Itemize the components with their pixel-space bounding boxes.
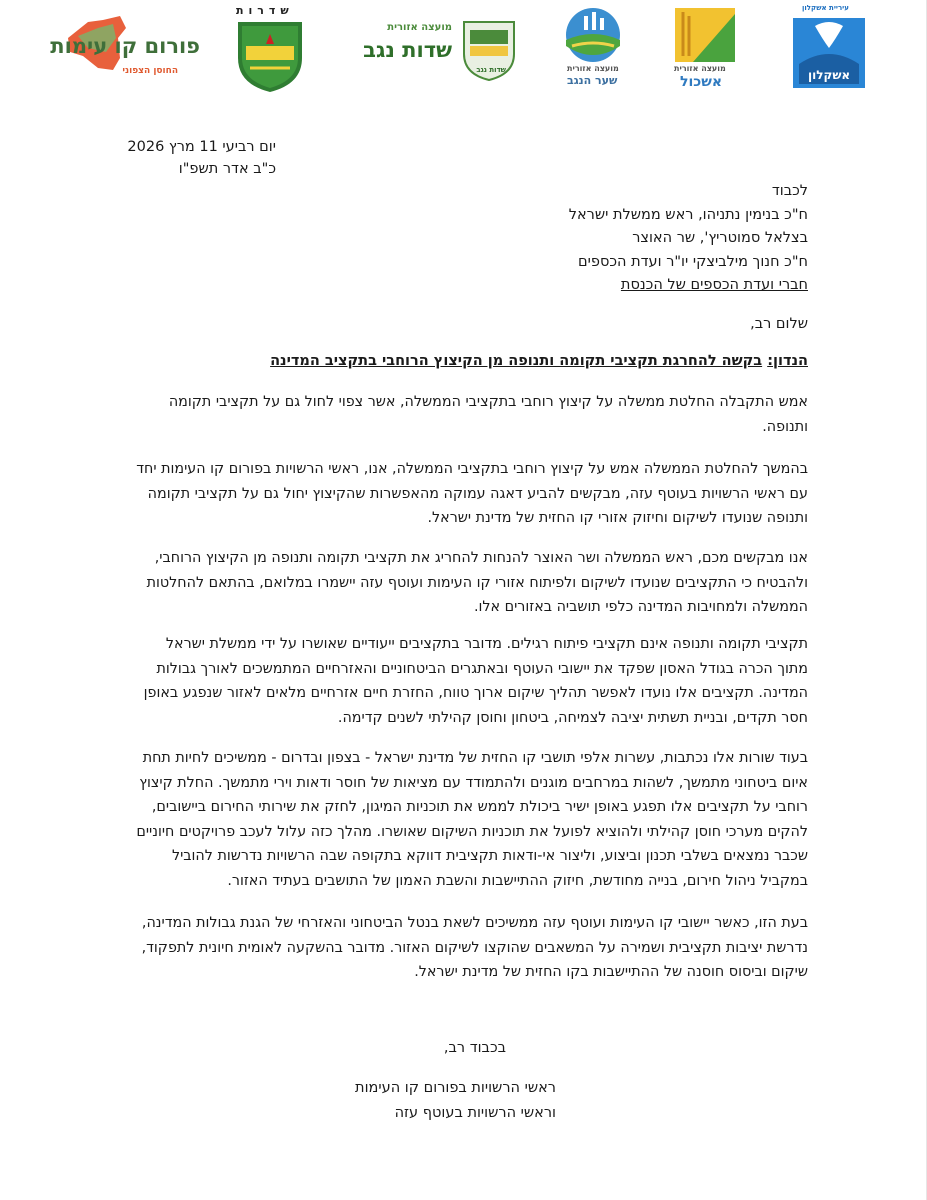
- paragraph-1: [108, 390, 808, 439]
- date-hebrew: כ"ב אדר תשפ"ו: [178, 161, 276, 177]
- paragraph-line: שיקום וביסוס חוסנה של ההתיישבות בקו החזית של מדינת ישראל.: [414, 964, 808, 980]
- paragraph-line: עם ראשי הרשויות בעוטף עזה, מבקשים להביע דאגה עמוקה מהאפשרות שהקיצוץ יחול גם על תקציבי תקומה: [147, 485, 808, 502]
- addressee-4: חברי ועדת הכספים של הכנסת: [620, 277, 808, 293]
- paragraph-line: חסר תקדים, ובניית תשתית יציבה לצמיחה, ביטחון וחוסן קהילתי לשנים קדימה.: [337, 709, 808, 726]
- ashkelon-name: אשקלון: [808, 68, 851, 82]
- addressee-to: לכבוד: [771, 183, 808, 199]
- sdot-negev-inner: שדות נגב: [476, 66, 506, 74]
- signature-line-1: ראשי הרשויות בפורום קו העימות: [355, 1080, 556, 1096]
- forum-kav-imut-logo: [50, 8, 208, 88]
- paragraph-line: המדינה. תקציבים אלו נועדו לאפשר תהליך שיקום ארוך טווח, החזרת חיים אזרחיים מלאים לאזור שנפגע באופן: [143, 685, 808, 701]
- paragraph-line: להקים מערכי חוסן קהילתי ולהוציא לפועל את תוכניות השיקום שאושרו. מהלך כזה עלול לעכב פרויקטים חיוניים: [136, 823, 808, 840]
- sderot-shield-icon: [232, 18, 308, 94]
- logo-row: [0, 0, 927, 100]
- paragraph-line: מתוך הכרה בגודל האסון שפקד את יישובי העוטף ובאתגרים הביטחוניים והאזרחיים המתמשכים לאורך גבולות: [156, 660, 808, 677]
- paragraph-line: נדרשת יציבות תקציבית ושמירה על המשאבים שהוקצו לשיקום האזור. מדובר בהשקעה לאומית חיונית לתפקוד,: [141, 939, 808, 956]
- eshkol-name: אשכול: [680, 74, 723, 90]
- subject-text: בקשה להחרגת תקציבי תקומה ותנופה מן הקיצוץ הרוחבי בתקציב המדינה: [270, 353, 763, 369]
- paragraph-line: בעוד שורות אלו נכתבות, עשרות אלפי תושבי קו החזית של מדינת ישראל - בצפון ובדרום - ממשיכים לחיות תחת: [142, 750, 808, 766]
- paragraph-line: הממשלה ולמחויבות המדינה כלפי תושביה באזורים אלו.: [473, 599, 808, 615]
- sdot-negev-top: מועצה אזורית: [387, 22, 452, 33]
- addressee-1: ח"כ בנימין נתניהו, ראש ממשלת ישראל: [568, 206, 808, 223]
- paragraph-line: רוחבי על תקציבים אלו תפגע באופן ישיר ביכולת לממש את תוכניות המיגון, לחזק את שירותי החירום ביישובים,: [151, 799, 808, 815]
- eshkol-emblem-icon: [673, 6, 737, 64]
- paragraph-line: אמש התקבלה החלטת ממשלה על קיצוץ רוחבי בתקציבי הממשלה, אשר צפוי לחול גם על תקציבי תקומה: [168, 394, 808, 410]
- paragraph-2: [108, 457, 808, 531]
- addressee-3: ח"כ חנוך מילביצקי יו"ר ועדת הכספים: [578, 253, 808, 270]
- paragraph-line: בהמשך להחלטת הממשלה אמש על קיצוץ רוחבי בתקציבי הממשלה, אנו, ראשי הרשויות בפורום קו העימות יחד: [136, 461, 808, 477]
- subject-line: [0, 353, 808, 369]
- shaar-hanegev-emblem-icon: [562, 6, 624, 64]
- ashkelon-logo: [788, 4, 870, 94]
- paragraph-3: [108, 546, 808, 620]
- forum-logo-sub: החוסן הצפוני: [122, 66, 178, 76]
- paragraph-line: ותנופה.: [762, 418, 808, 435]
- addressees: [569, 180, 808, 298]
- paragraph-line: אנו מבקשים מכם, ראש הממשלה ושר האוצר להנחות להחריג את תקציבי תקומה ותנופה מן הקיצוץ הרוחבי,: [154, 550, 808, 566]
- closing: בכבוד רב,: [443, 1040, 506, 1056]
- shaar-hanegev-name: שער הנגב: [567, 74, 618, 87]
- paragraph-5: [108, 746, 808, 893]
- sdot-negev-logo: [345, 18, 520, 88]
- paragraph-line: ולהבטיח כי התקציבים שנועדו לשיקום ולפיתוח אזורי קו העימות ועוטף עזה יישמרו במלואם, בהתאם להחלטות: [146, 574, 808, 591]
- paragraph-line: במקביל ניהול חירום, בנייה מחודשת, חיזוק ההתיישבות והשבת האמון של התושבים בעתיד האזור.: [227, 872, 808, 889]
- sdot-negev-name: שדות נגב: [363, 38, 452, 62]
- paragraph-line: תקציבי תקומה ותנופה אינם תקציבי פיתוח רגילים. מדובר בתקציבים ייעודיים שאושרו על ידי ממשלת ישראל: [165, 636, 808, 652]
- ashkelon-top: עיריית אשקלון: [802, 4, 849, 12]
- subject-label: הנדון:: [767, 353, 808, 369]
- eshkol-logo: [668, 6, 742, 92]
- paragraph-6: [108, 911, 808, 985]
- signature-line-2: וראשי הרשויות בעוטף עזה: [394, 1105, 556, 1121]
- shaar-hanegev-top: מועצה אזורית: [567, 64, 619, 73]
- sderot-logo-name: שדרות: [236, 4, 294, 17]
- eshkol-top: מועצה אזורית: [674, 64, 726, 73]
- addressee-2: בצלאל סמוטריץ', שר האוצר: [632, 230, 808, 246]
- paragraph-line: איום ביטחוני מתמשך, לשהות במרחבים מוגנים ולהתמודד עם מציאות של חוסר ודאות וירי מתמשך. החלת קיצוץ: [139, 774, 808, 791]
- letter-dates: [127, 136, 276, 180]
- paragraph-line: ותנופה שנועדו לשיקום וחיזוק אזורי קו החזית של מדינת ישראל.: [427, 510, 808, 526]
- paragraph-line: שכבר נמצאים בשלבי תכנון וביצוע, וליצור אי-ודאות תקציבית דווקא בתקופה שבה הרשויות נדרשות להוביל: [171, 848, 808, 864]
- date-gregorian: יום רביעי 11 מרץ 2026: [127, 139, 276, 155]
- sderot-logo: [232, 4, 308, 94]
- greeting: שלום רב,: [750, 316, 808, 332]
- forum-logo-main: פורום קו עימות: [50, 34, 200, 58]
- paragraph-4: [108, 632, 808, 730]
- signature-block: [355, 1076, 556, 1126]
- paragraph-line: בעת הזו, כאשר יישובי קו העימות ועוטף עזה ממשיכים לשאת בנטל הביטחוני והאזרחי של הגנת גבולות המדינה,: [141, 915, 808, 931]
- shaar-hanegev-logo: [553, 6, 633, 92]
